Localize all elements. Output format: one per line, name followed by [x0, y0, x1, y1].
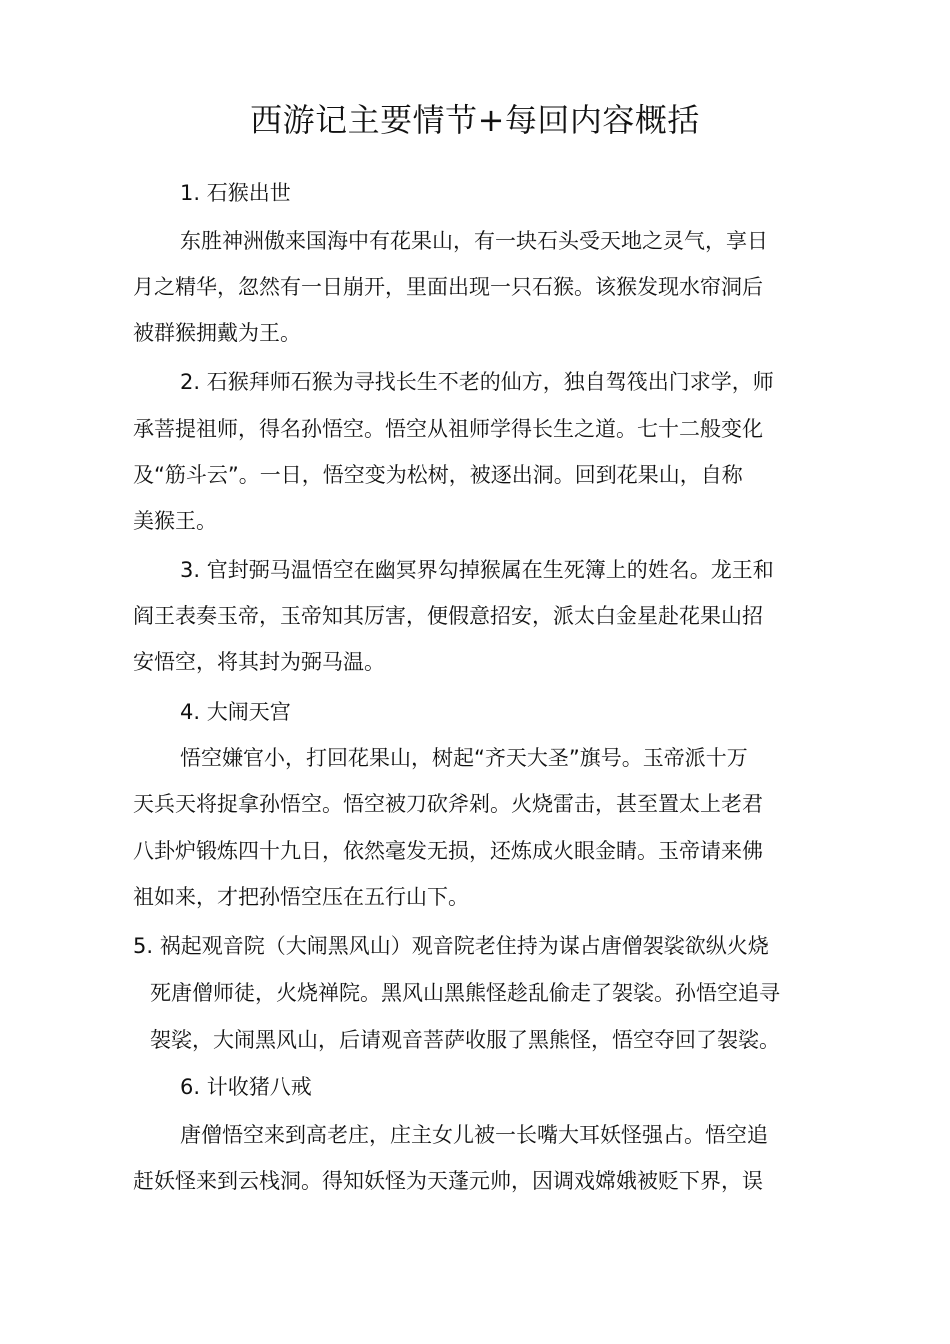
heading-4: 4. 大闹天宫 [180, 700, 291, 724]
paragraph-line: 八卦炉锻炼四十九日，依然毫发无损，还炼成火眼金睛。玉帝请来佛 [133, 839, 763, 863]
paragraph-line: 安悟空，将其封为弼马温。 [133, 650, 385, 674]
paragraph-line: 5. 祸起观音院（大闹黑风山）观音院老住持为谋占唐僧袈裟欲纵火烧 [133, 934, 769, 958]
paragraph-line: 赶妖怪来到云栈洞。得知妖怪为天蓬元帅，因调戏嫦娥被贬下界，误 [133, 1169, 763, 1193]
paragraph-line: 及“筋斗云”。一日，悟空变为松树，被逐出洞。回到花果山，自称 [133, 463, 743, 487]
paragraph-line: 2. 石猴拜师石猴为寻找长生不老的仙方，独自驾筏出门求学，师 [180, 370, 774, 394]
paragraph-line: 天兵天将捉拿孙悟空。悟空被刀砍斧剁。火烧雷击，甚至置太上老君 [133, 792, 763, 816]
paragraph-line: 唐僧悟空来到高老庄，庄主女儿被一长嘴大耳妖怪强占。悟空追 [180, 1123, 768, 1147]
heading-1: 1. 石猴出世 [180, 181, 291, 205]
paragraph-line: 祖如来，才把孙悟空压在五行山下。 [133, 885, 469, 909]
paragraph-line: 悟空嫌官小，打回花果山，树起“齐天大圣”旗号。玉帝派十万 [180, 746, 748, 770]
paragraph-line: 3. 官封弼马温悟空在幽冥界勾掉猴属在生死簿上的姓名。龙王和 [180, 558, 774, 582]
heading-6: 6. 计收猪八戒 [180, 1075, 312, 1099]
paragraph-line: 美猴王。 [133, 509, 217, 533]
paragraph-line: 死唐僧师徒，火烧禅院。黑风山黑熊怪趁乱偷走了袈裟。孙悟空追寻 [150, 981, 780, 1005]
paragraph-line: 承菩提祖师，得名孙悟空。悟空从祖师学得长生之道。七十二般变化 [133, 417, 763, 441]
paragraph-line: 袈裟，大闹黑风山，后请观音菩萨收服了黑熊怪，悟空夺回了袈裟。 [150, 1028, 780, 1052]
paragraph-line: 东胜神洲傲来国海中有花果山，有一块石头受天地之灵气，享日 [180, 229, 768, 253]
paragraph-line: 月之精华，忽然有一日崩开，里面出现一只石猴。该猴发现水帘洞后 [133, 275, 763, 299]
paragraph-line: 阎王表奏玉帝，玉帝知其厉害，便假意招安，派太白金星赴花果山招 [133, 604, 763, 628]
document-title: 西游记主要情节+每回内容概括 [250, 101, 700, 139]
paragraph-line: 被群猴拥戴为王。 [133, 321, 301, 345]
